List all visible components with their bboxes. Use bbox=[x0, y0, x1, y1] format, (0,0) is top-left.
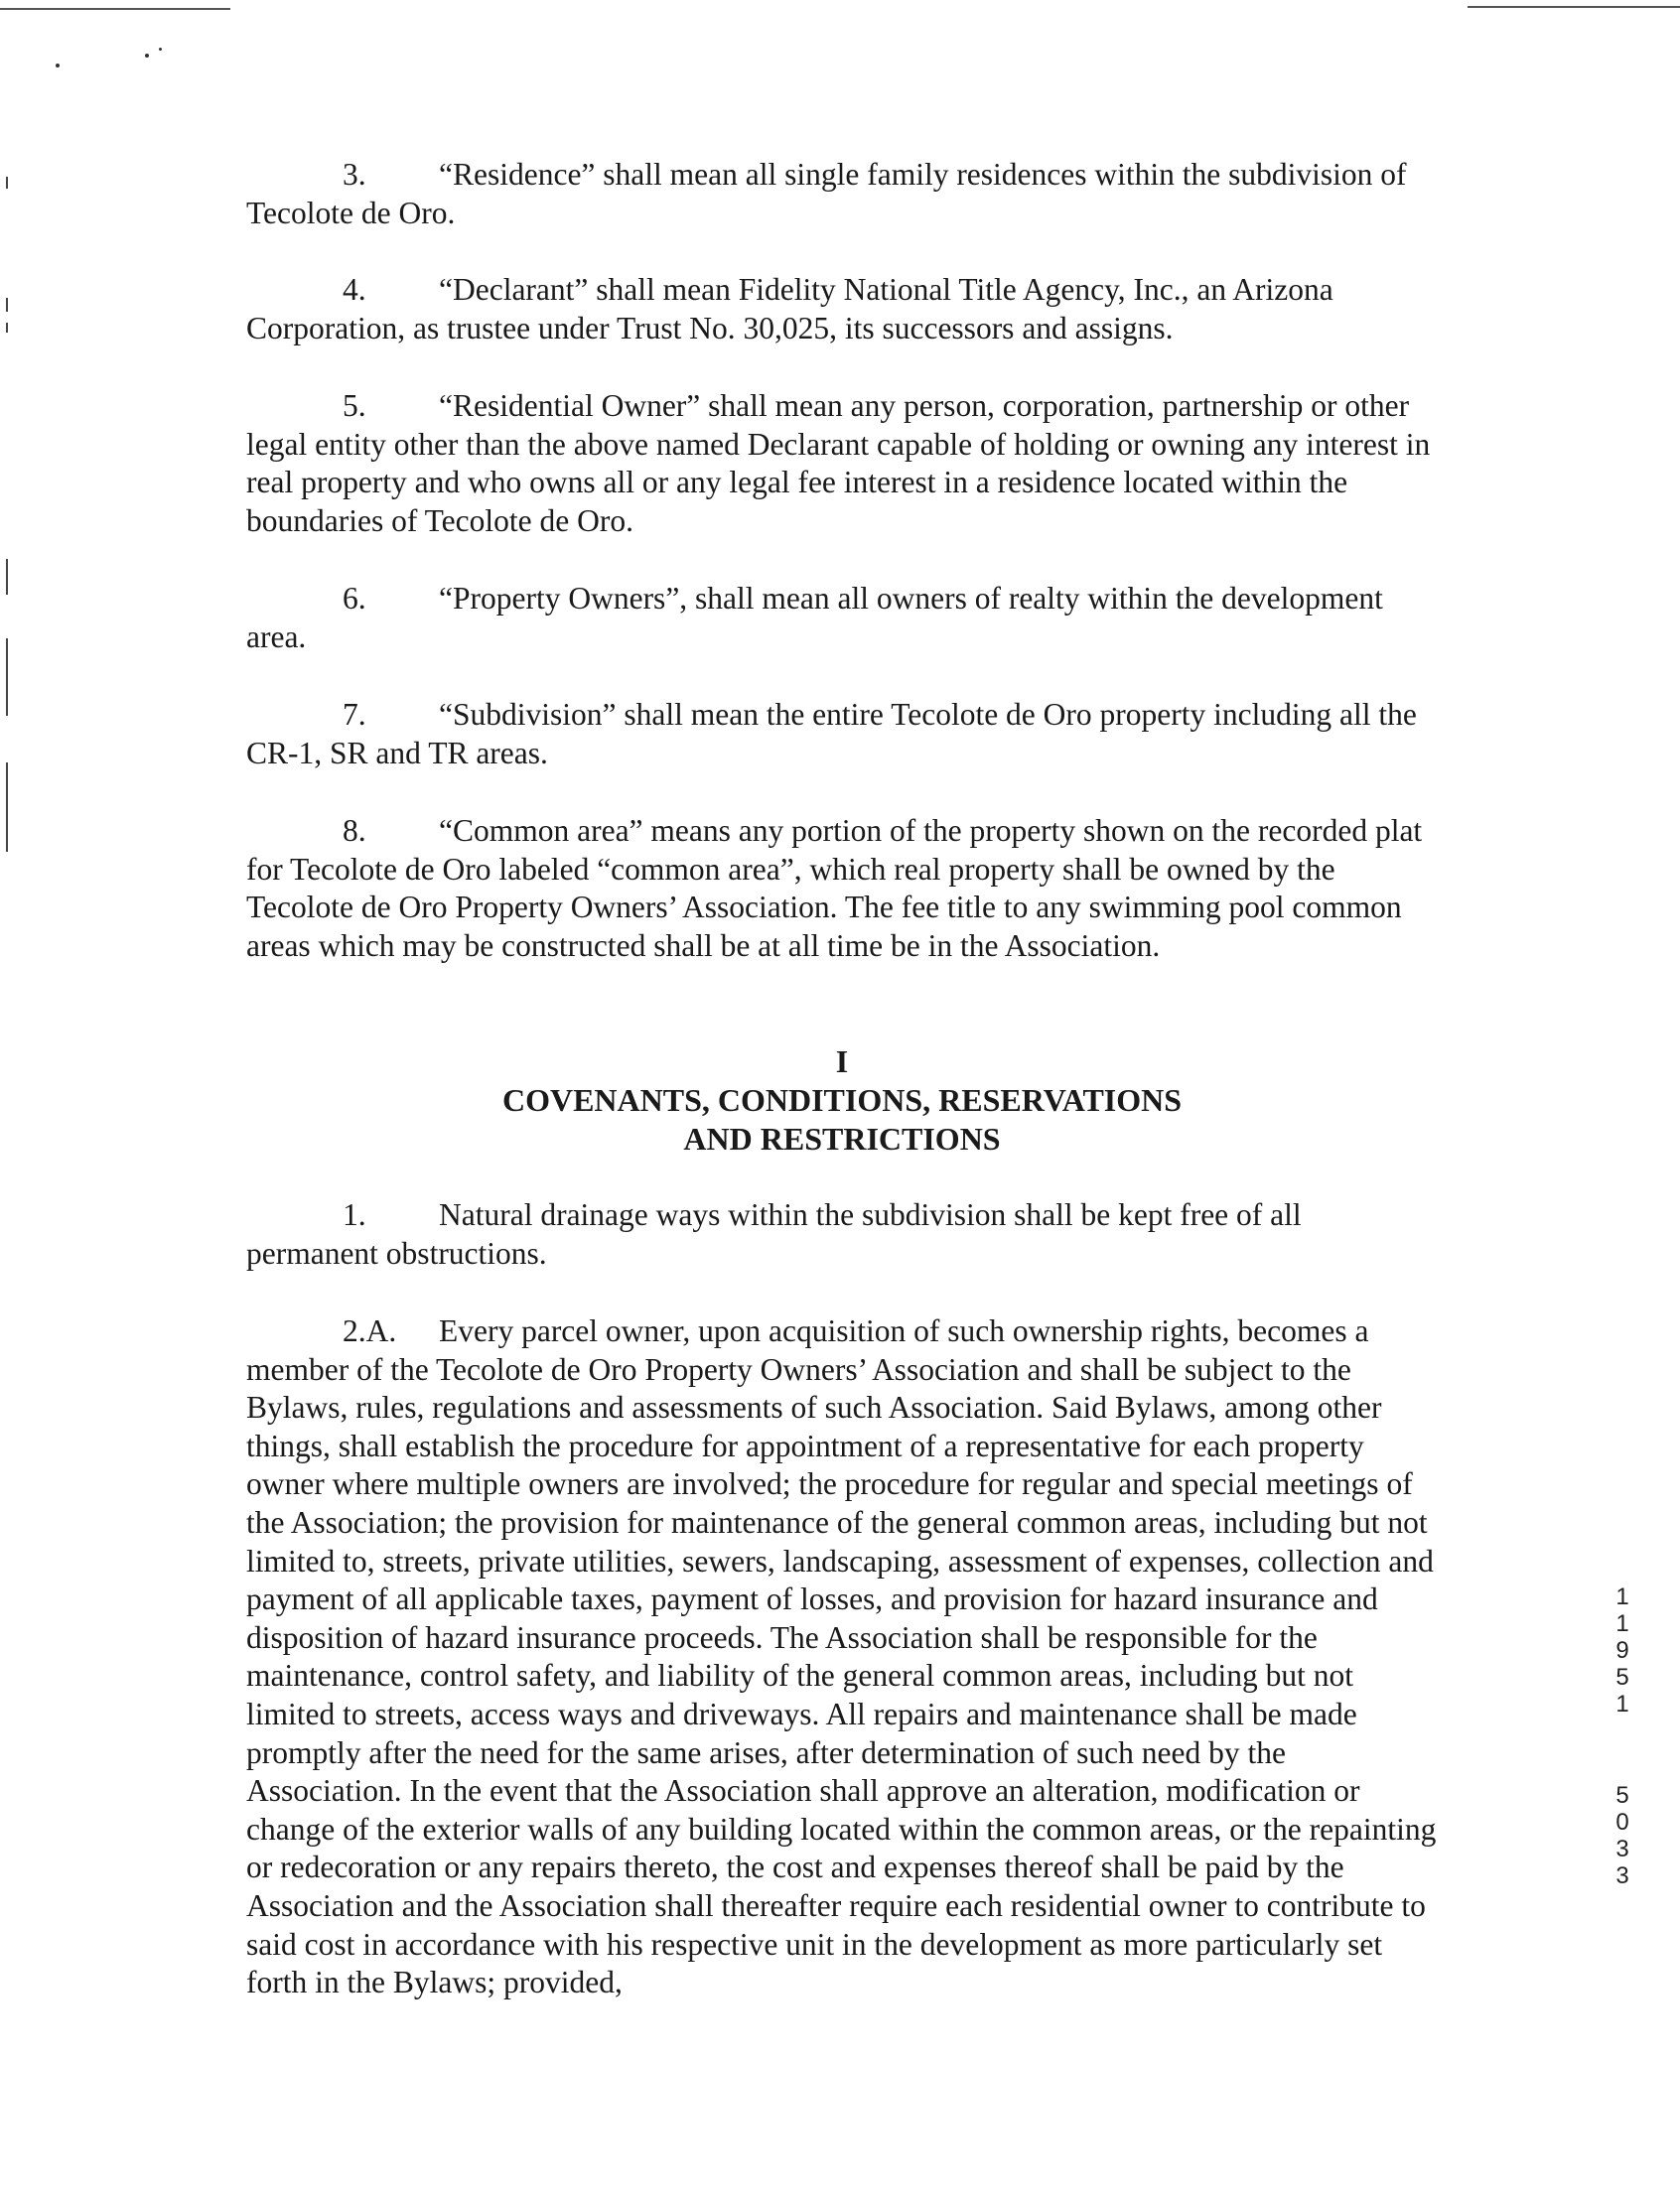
definition-4 bbox=[246, 271, 1438, 347]
margin-mark bbox=[6, 177, 8, 189]
definition-number: 5. bbox=[343, 388, 366, 423]
definition-text: “Common area” means any portion of the property shown on the recorded plat for Tecolote de Oro labeled “common area”, which real property shall be owned by the Tecolote de Oro Property Owners’ Association. The fee title to any swimming pool common areas which may be constructed shall be at all time be in the Association. bbox=[246, 813, 1423, 963]
definition-5 bbox=[246, 387, 1438, 540]
definition-6 bbox=[246, 580, 1438, 656]
definition-text: “Residence” shall mean all single family residences within the subdivision of Tecolote de Oro. bbox=[246, 157, 1407, 230]
definition-text: “Declarant” shall mean Fidelity National Title Agency, Inc., an Arizona Corporation, as trustee under Trust No. 30,025, its successors and assigns. bbox=[246, 272, 1333, 345]
covenant-number: 1. bbox=[343, 1197, 366, 1232]
top-left-rule bbox=[0, 8, 230, 10]
scan-speck bbox=[56, 64, 60, 68]
definition-number: 7. bbox=[343, 697, 366, 732]
definition-number: 6. bbox=[343, 581, 366, 616]
recording-stamp-bottom: 5033 bbox=[1615, 1782, 1629, 1889]
definition-text: “Residential Owner” shall mean any person, corporation, partnership or other legal entity other than the above named Declarant capable of holding or owning any interest in real property and who owns all or any legal fee interest in a residence located within the boundaries of Tecolote de Oro. bbox=[246, 388, 1431, 538]
definition-number: 4. bbox=[343, 272, 366, 307]
margin-mark bbox=[6, 638, 8, 716]
covenant-1 bbox=[246, 1196, 1438, 1273]
covenant-2a bbox=[246, 1312, 1438, 2002]
scan-speck bbox=[159, 48, 162, 51]
margin-mark bbox=[6, 559, 8, 595]
recording-stamp-top: 11951 bbox=[1615, 1583, 1629, 1718]
margin-mark bbox=[6, 323, 8, 333]
margin-mark bbox=[6, 762, 8, 852]
article-numeral: I bbox=[835, 1043, 849, 1079]
covenant-number: 2.A. bbox=[343, 1313, 397, 1348]
definition-3 bbox=[246, 156, 1438, 232]
definition-number: 3. bbox=[343, 157, 366, 192]
covenant-text: Natural drainage ways within the subdivision shall be kept free of all permanent obstructions. bbox=[246, 1197, 1302, 1271]
covenant-text: Every parcel owner, upon acquisition of such ownership rights, becomes a member of the Tecolote de Oro Property Owners’ Association and shall be subject to the Bylaws, rules, regulations and assessments of such Association. Said Bylaws, among other things, shall establish the procedure for appointment of a representative for each property owner where multiple owners are involved; the procedure for regular and special meetings of the Association; the provision for maintenance of the general common areas, including but not limited to, streets, private utilities, sewers, landscaping, assessment of expenses, collection and payment of all applicable taxes, payment of losses, and provision for hazard insurance and disposition of hazard insurance proceeds. The Association shall be responsible for the maintenance, control safety, and liability of the general common areas, including but not limited to streets, access ways and driveways. All repairs and maintenance shall be made promptly after the need for the same arises, after determination of such need by the Association. In the event that the Association shall approve an alteration, modification or change of the exterior walls of any building located within the common areas, or the repainting or redecoration or any repairs thereto, the cost and expenses thereof shall be paid by the Association and the Association shall thereafter require each residential owner to contribute to said cost in accordance with his respective unit in the development as more particularly set forth in the Bylaws; provided, bbox=[246, 1313, 1437, 2000]
margin-mark bbox=[6, 298, 8, 312]
article-title-line-1: COVENANTS, CONDITIONS, RESERVATIONS bbox=[501, 1082, 1183, 1118]
scan-speck bbox=[145, 54, 149, 58]
definition-text: “Subdivision” shall mean the entire Tecolote de Oro property including all the CR-1, SR and TR areas. bbox=[246, 697, 1417, 770]
definition-number: 8. bbox=[343, 813, 366, 848]
top-right-rule bbox=[1468, 6, 1680, 8]
definition-7 bbox=[246, 696, 1438, 772]
definition-text: “Property Owners”, shall mean all owners of realty within the development area. bbox=[246, 581, 1383, 654]
article-title-line-2: AND RESTRICTIONS bbox=[683, 1121, 1001, 1157]
definition-8 bbox=[246, 812, 1438, 965]
